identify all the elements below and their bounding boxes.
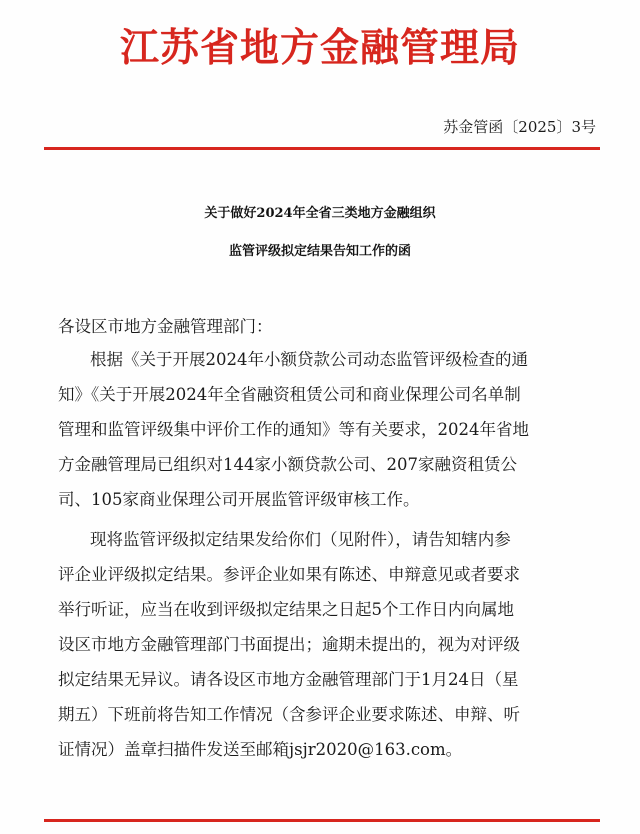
paragraph-1-line: 根据《关于开展2024年小额贷款公司动态监管评级检查的通 <box>90 350 528 369</box>
paragraph-2-line: 期五）下班前将告知工作情况（含参评企业要求陈述、申辩、听 <box>58 705 520 724</box>
letterhead: 江苏省地方金融管理局 <box>119 25 520 71</box>
letterhead-red-rule <box>44 147 600 150</box>
paragraph-2-line: 评企业评级拟定结果。参评企业如果有陈述、申辩意见或者要求 <box>58 565 520 584</box>
paragraph-2-line: 拟定结果无异议。请各设区市地方金融管理部门于1月24日（星 <box>58 670 519 689</box>
paragraph-1-line: 管理和监管评级集中评价工作的通知》等有关要求，2024年省地 <box>58 420 529 439</box>
document-title-line-1: 关于做好2024年全省三类地方金融组织 <box>204 206 436 221</box>
document-number: 苏金管函〔2025〕3号 <box>443 118 596 136</box>
document-title-line-2: 监管评级拟定结果告知工作的函 <box>228 244 411 259</box>
paragraph-1-line: 知》《关于开展2024年全省融资租赁公司和商业保理公司名单制 <box>58 385 521 404</box>
paragraph-2-line: 证情况）盖章扫描件发送至邮箱jsjr2020@163.com。 <box>58 740 463 759</box>
paragraph-2-line: 举行听证，应当在收到评级拟定结果之日起5个工作日内向属地 <box>58 600 514 619</box>
paragraph-2-line: 现将监管评级拟定结果发给你们（见附件），请告知辖内参 <box>90 530 511 549</box>
footer-red-rule <box>44 819 600 822</box>
salutation: 各设区市地方金融管理部门： <box>58 317 273 336</box>
paragraph-2-line: 设区市地方金融管理部门书面提出；逾期未提出的，视为对评级 <box>58 635 520 654</box>
paragraph-1-line: 司、105家商业保理公司开展监管评级审核工作。 <box>58 490 420 509</box>
paragraph-1-line: 方金融管理局已组织对144家小额贷款公司、207家融资租赁公 <box>58 455 517 474</box>
